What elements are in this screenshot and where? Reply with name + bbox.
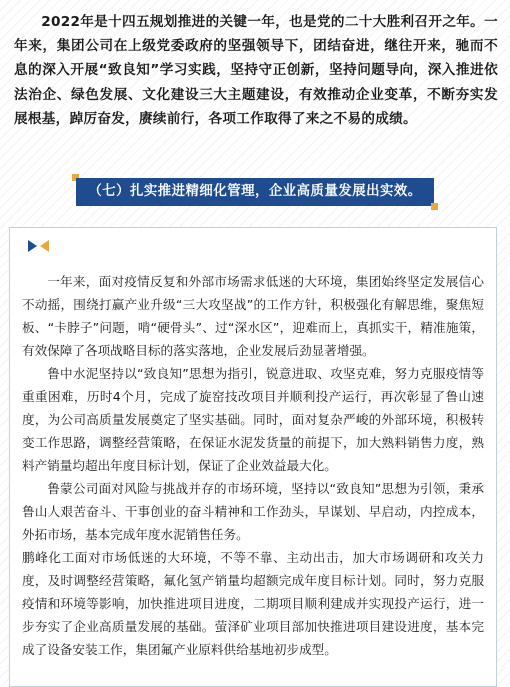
card-body [22, 270, 484, 661]
triangle-left-icon [40, 240, 49, 252]
section-title: （七）扎实推进精细化管理，企业高质量发展出实效。 [76, 178, 434, 206]
paragraph-lumeng: 鲁蒙公司面对风险与挑战并存的市场环境，坚持以“致良知”思想为引领，秉承鲁山人艰苦奋斗、干事创业的奋斗精神和工作劲头，早谋划、早启动，内控成本，外拓市场，基本完成年度水泥销售任务。 [22, 481, 484, 542]
section-heading [76, 178, 434, 206]
triangle-right-icon [28, 240, 37, 252]
content-card [9, 227, 497, 687]
paragraph-luzhong-cement: 鲁中水泥坚持以“致良知”思想为指引，锐意进取、攻坚克难，努力克服疫情等重重困难，历时4个月，完成了旋窑技改项目并顺利投产运行，再次彰显了鲁山速度，为公司高质量发展奠定了坚实基础。同时，面对复杂严峻的外部环境，积极转变工作思路，调整经营策略，在保证水泥发货量的前提下，加大熟料销售力度，熟料产销量均超出年度目标计划，保证了企业效益最大化。 [22, 366, 484, 473]
bow-tie-marker-icon [28, 240, 52, 252]
paragraph-pengfeng-chemical: 鹏峰化工面对市场低迷的大环境，不等不靠、主动出击，加大市场调研和攻关力度，及时调整经营策略，氟化氢产销量均超额完成年度目标计划。同时，努力克服疫情和环境等影响，加快推进项目进度，二期项目顺利建成并实现投产运行，进一步夯实了企业高质量发展的基础。萤泽矿业项目部加快推进项目建设进度，基本完成了设备安装工作，集团氟产业原料供给基地初步成型。 [22, 550, 484, 657]
intro-paragraph: 2022年是十四五规划推进的关键一年，也是党的二十大胜利召开之年。一年来，集团公司在上级党委政府的坚强领导下，团结奋进，继往开来，驰而不息的深入开展“致良知”学习实践，坚持守正创新，坚持问题导向，深入推进依法治企、绿色发展、文化建设三大主题建设，有效推动企业变革，不断夯实发展根基，踔厉奋发，赓续前行，各项工作取得了来之不易的成绩。 [14, 14, 498, 127]
corner-accent-bottom-right [431, 203, 438, 210]
paragraph-overview: 一年来，面对疫情反复和外部市场需求低迷的大环境，集团始终坚定发展信心不动摇，围绕打赢产业升级“三大攻坚战”的工作方针，积极强化有解思维，聚焦短板、“卡脖子”问题，啃“硬骨头”、过“深水区”，迎难而上，真抓实干，精准施策，有效保障了各项战略目标的落实落地，企业发展后劲显著增强。 [22, 274, 484, 358]
